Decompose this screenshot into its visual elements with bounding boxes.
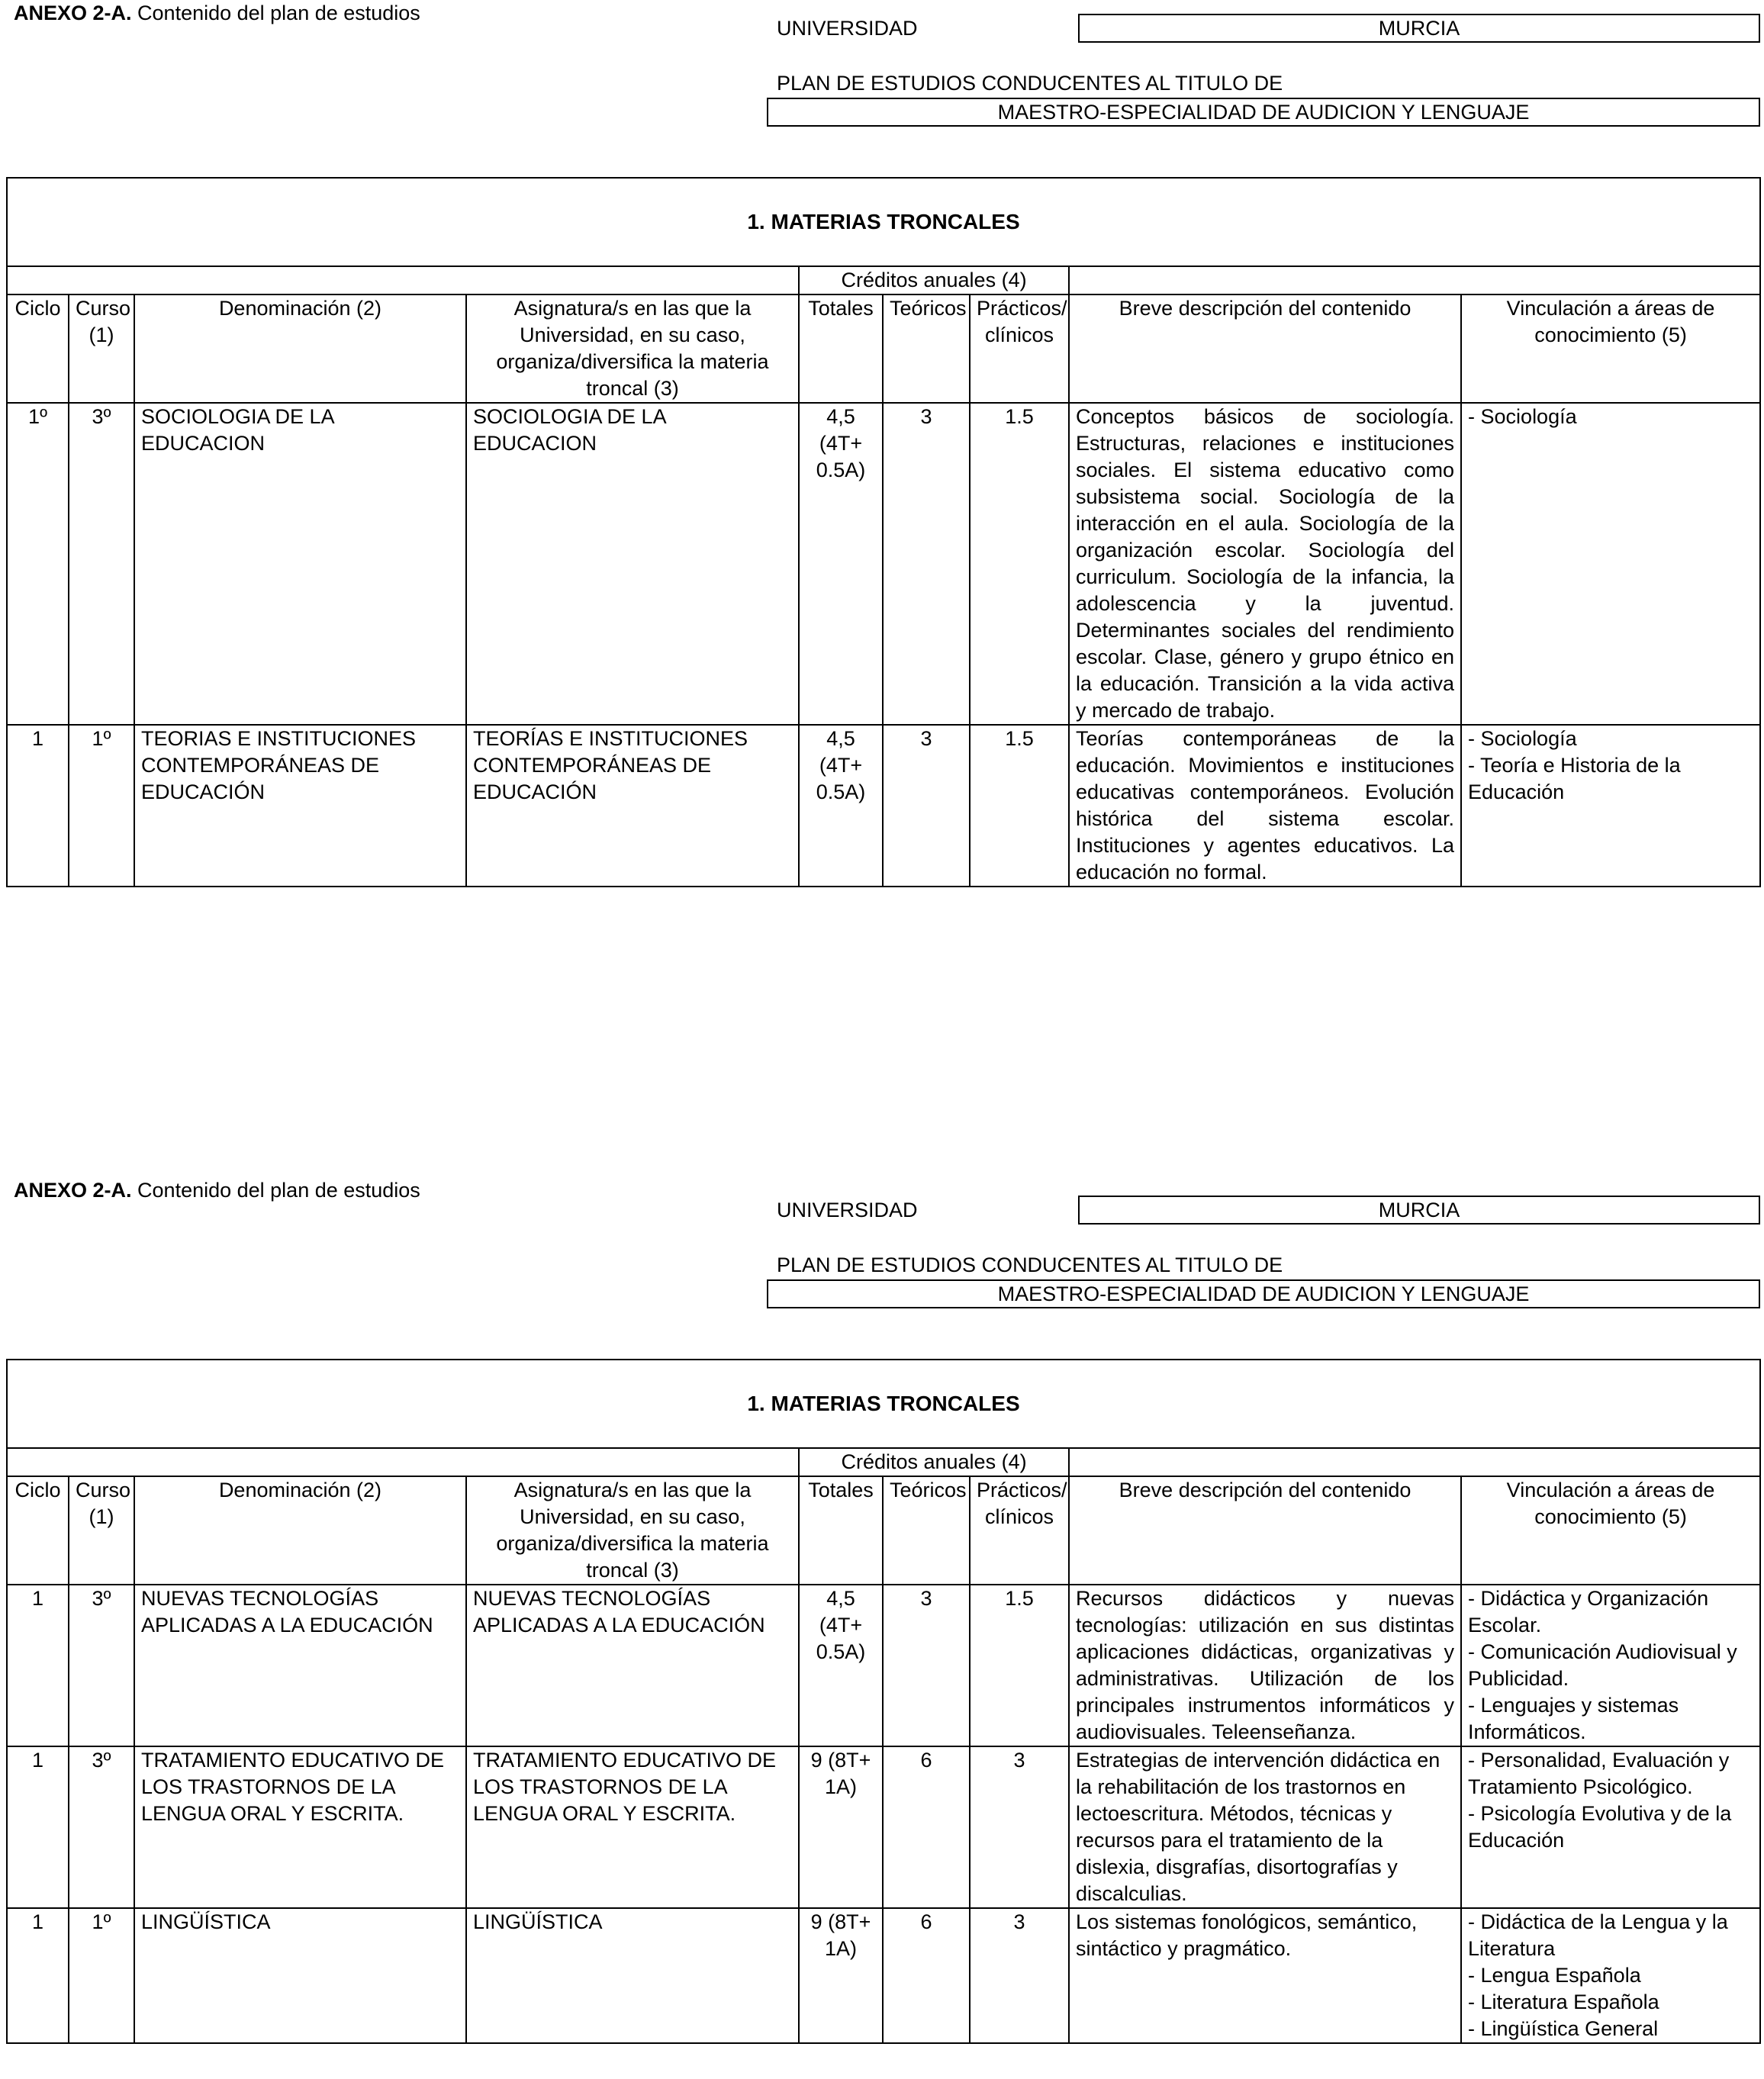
plan-label: PLAN DE ESTUDIOS CONDUCENTES AL TITULO DE — [777, 1254, 1283, 1276]
cell-descripcion: Estrategias de intervención didáctica en la rehabilitación de los trastornos en lectoescritura. Métodos, técnicas y recursos para el tratamiento de la dislexia, disgrafías, disortografías y discalculias. — [1069, 1746, 1461, 1908]
column-header-row — [8, 1476, 1759, 1585]
cell-asignatura: TEORÍAS E INSTITUCIONES CONTEMPORÁNEAS DE EDUCACIÓN — [466, 725, 799, 886]
table-row — [8, 1585, 1759, 1746]
cell-asignatura: NUEVAS TECNOLOGÍAS APLICADAS A LA EDUCACIÓN — [466, 1585, 799, 1746]
universidad-label: UNIVERSIDAD — [777, 1199, 918, 1221]
materias-table-1 — [6, 177, 1761, 887]
cell-vinculacion: - Sociología - Teoría e Historia de la Educación — [1461, 725, 1759, 886]
col-denominacion: Denominación (2) — [134, 294, 466, 403]
col-curso: Curso (1) — [69, 1476, 134, 1585]
cell-vinculacion: - Personalidad, Evaluación y Tratamiento Psicológico. - Psicología Evolutiva y de la Educación — [1461, 1746, 1759, 1908]
cell-ciclo: 1 — [8, 1585, 69, 1746]
cell-asignatura: TRATAMIENTO EDUCATIVO DE LOS TRASTORNOS DE LA LENGUA ORAL Y ESCRITA. — [466, 1746, 799, 1908]
cell-practicos: 1.5 — [970, 403, 1069, 725]
cell-practicos: 1.5 — [970, 1585, 1069, 1746]
col-descripcion: Breve descripción del contenido — [1069, 1476, 1461, 1585]
universidad-label: UNIVERSIDAD — [777, 17, 918, 40]
cell-descripcion: Teorías contemporáneas de la educación. Movimientos e instituciones educativas contemporáneos. Evolución histórica del sistema escolar. Instituciones y agentes educativos. La educación no formal. — [1069, 725, 1461, 886]
cell-totales: 4,5 (4T+ 0.5A) — [799, 403, 883, 725]
col-curso: Curso (1) — [69, 294, 134, 403]
universidad-value: MURCIA — [1078, 1196, 1760, 1225]
table-grid — [8, 267, 1759, 886]
cell-teoricos: 6 — [883, 1746, 970, 1908]
cell-denominacion: TRATAMIENTO EDUCATIVO DE LOS TRASTORNOS DE LA LENGUA ORAL Y ESCRITA. — [134, 1746, 466, 1908]
plan-value: MAESTRO-ESPECIALIDAD DE AUDICION Y LENGUAJE — [767, 1279, 1760, 1308]
creditos-anuales-header: Créditos anuales (4) — [799, 1449, 1069, 1476]
cell-vinculacion: - Sociología — [1461, 403, 1759, 725]
table-grid — [8, 1449, 1759, 2042]
cell-curso: 3º — [69, 1585, 134, 1746]
col-practicos: Prácticos/ clínicos — [970, 294, 1069, 403]
plan-value: MAESTRO-ESPECIALIDAD DE AUDICION Y LENGUAJE — [767, 98, 1760, 127]
cell-asignatura: SOCIOLOGIA DE LA EDUCACION — [466, 403, 799, 725]
blank-cell — [8, 1449, 799, 1476]
col-vinculacion: Vinculación a áreas de conocimiento (5) — [1461, 294, 1759, 403]
universidad-value: MURCIA — [1078, 14, 1760, 43]
blank-cell — [8, 267, 799, 294]
blank-cell — [1069, 267, 1759, 294]
cell-ciclo: 1 — [8, 725, 69, 886]
cell-vinculacion: - Didáctica y Organización Escolar. - Comunicación Audiovisual y Publicidad. - Lenguajes y sistemas Informáticos. — [1461, 1585, 1759, 1746]
creditos-header-row — [8, 1449, 1759, 1476]
anexo-title — [14, 1177, 420, 1204]
cell-ciclo: 1 — [8, 1746, 69, 1908]
anexo-text: Contenido del plan de estudios — [131, 2, 420, 24]
cell-practicos: 1.5 — [970, 725, 1069, 886]
cell-denominacion: TEORIAS E INSTITUCIONES CONTEMPORÁNEAS DE EDUCACIÓN — [134, 725, 466, 886]
column-header-row — [8, 294, 1759, 403]
cell-teoricos: 6 — [883, 1908, 970, 2042]
cell-practicos: 3 — [970, 1746, 1069, 1908]
cell-descripcion: Recursos didácticos y nuevas tecnologías: utilización en sus distintas aplicaciones didácticas, organizativas y administrativas. Utilización de los principales instrumentos informáticos y audiovisuales. Teleenseñanza. — [1069, 1585, 1461, 1746]
cell-totales: 4,5 (4T+ 0.5A) — [799, 1585, 883, 1746]
blank-cell — [1069, 1449, 1759, 1476]
col-vinculacion: Vinculación a áreas de conocimiento (5) — [1461, 1476, 1759, 1585]
cell-descripcion: Conceptos básicos de sociología. Estructuras, relaciones e instituciones sociales. El sistema educativo como subsistema social. Sociología de la interacción en el aula. Sociología de la organización escolar. Sociología del curriculum. Sociología de la infancia, la adolescencia y la juventud. Determinantes sociales del rendimiento escolar. Clase, género y grupo étnico en la educación. Transición a la vida activa y mercado de trabajo. — [1069, 403, 1461, 725]
cell-totales: 4,5 (4T+ 0.5A) — [799, 725, 883, 886]
table-row — [8, 1746, 1759, 1908]
creditos-anuales-header: Créditos anuales (4) — [799, 267, 1069, 294]
cell-asignatura: LINGÜÍSTICA — [466, 1908, 799, 2042]
anexo-text: Contenido del plan de estudios — [131, 1179, 420, 1202]
table-row — [8, 1908, 1759, 2042]
col-teoricos: Teóricos — [883, 1476, 970, 1585]
cell-descripcion: Los sistemas fonológicos, semántico, sintáctico y pragmático. — [1069, 1908, 1461, 2042]
plan-label: PLAN DE ESTUDIOS CONDUCENTES AL TITULO DE — [777, 72, 1283, 95]
cell-totales: 9 (8T+ 1A) — [799, 1908, 883, 2042]
cell-curso: 1º — [69, 1908, 134, 2042]
col-ciclo: Ciclo — [8, 1476, 69, 1585]
cell-denominacion: SOCIOLOGIA DE LA EDUCACION — [134, 403, 466, 725]
col-practicos: Prácticos/ clínicos — [970, 1476, 1069, 1585]
table-title: 1. MATERIAS TRONCALES — [8, 179, 1759, 267]
cell-practicos: 3 — [970, 1908, 1069, 2042]
col-ciclo: Ciclo — [8, 294, 69, 403]
cell-denominacion: LINGÜÍSTICA — [134, 1908, 466, 2042]
cell-denominacion: NUEVAS TECNOLOGÍAS APLICADAS A LA EDUCACIÓN — [134, 1585, 466, 1746]
cell-ciclo: 1 — [8, 1908, 69, 2042]
cell-curso: 3º — [69, 1746, 134, 1908]
col-asignatura: Asignatura/s en las que la Universidad, en su caso, organiza/diversifica la materia troncal (3) — [466, 1476, 799, 1585]
materias-table-2 — [6, 1359, 1761, 2044]
col-totales: Totales — [799, 294, 883, 403]
cell-teoricos: 3 — [883, 1585, 970, 1746]
cell-curso: 3º — [69, 403, 134, 725]
cell-totales: 9 (8T+ 1A) — [799, 1746, 883, 1908]
col-asignatura: Asignatura/s en las que la Universidad, en su caso, organiza/diversifica la materia troncal (3) — [466, 294, 799, 403]
cell-teoricos: 3 — [883, 725, 970, 886]
col-teoricos: Teóricos — [883, 294, 970, 403]
anexo-label: ANEXO 2-A. — [14, 2, 132, 24]
cell-curso: 1º — [69, 725, 134, 886]
table-row — [8, 725, 1759, 886]
cell-ciclo: 1º — [8, 403, 69, 725]
col-totales: Totales — [799, 1476, 883, 1585]
table-row — [8, 403, 1759, 725]
creditos-header-row — [8, 267, 1759, 294]
anexo-label: ANEXO 2-A. — [14, 1179, 132, 1202]
col-denominacion: Denominación (2) — [134, 1476, 466, 1585]
col-descripcion: Breve descripción del contenido — [1069, 294, 1461, 403]
cell-teoricos: 3 — [883, 403, 970, 725]
anexo-title — [14, 0, 420, 27]
cell-vinculacion: - Didáctica de la Lengua y la Literatura - Lengua Española - Literatura Española - Lingüística General — [1461, 1908, 1759, 2042]
table-title: 1. MATERIAS TRONCALES — [8, 1360, 1759, 1449]
